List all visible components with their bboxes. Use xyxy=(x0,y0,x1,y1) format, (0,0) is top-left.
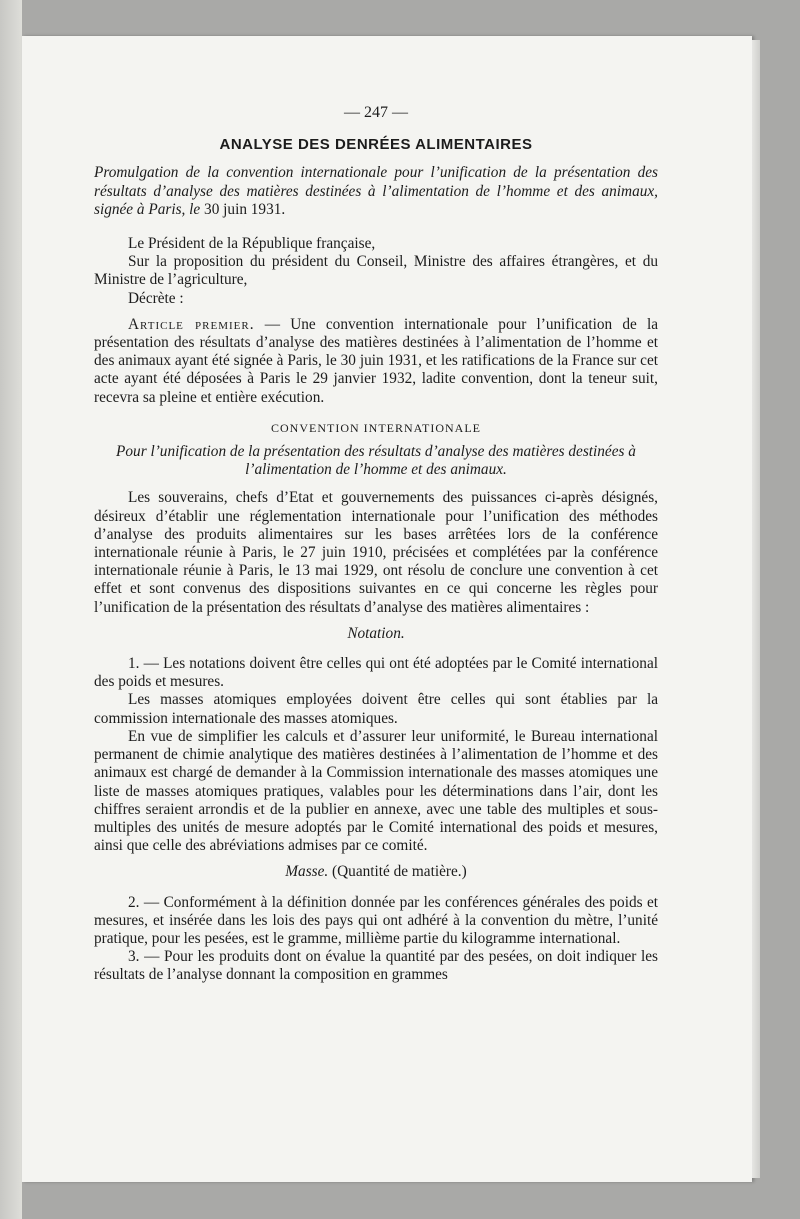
article-label: Article premier. xyxy=(128,315,255,333)
article-text: — Une convention internationale pour l’unification de la présentation des résultats d’analyse des matières destinées à l’alimentation de l’homme et des animaux ayant été signée à Paris, le 30 juin 1931, et les ratifications de la France sur cet acte ayant été déposées à Paris le 29 janvier 1932, ladite convention, dont la teneur suit, recevra sa pleine et entière exécution. xyxy=(94,315,658,406)
notation-paragraph-1: 1. — Les notations doivent être celles qui ont été adoptées par le Comité international des poids et mesures. xyxy=(94,655,658,691)
decree-subtitle xyxy=(94,164,658,219)
preamble-proposal: Sur la proposition du président du Conseil, Ministre des affaires étrangères, et du Ministre de l’agriculture, xyxy=(94,253,658,289)
article-premier xyxy=(94,316,658,407)
convention-subheading: Pour l’unification de la présentation des résultats d’analyse des matières destinées à l’alimentation de l’homme et des animaux. xyxy=(116,443,636,479)
page-content xyxy=(94,68,658,985)
page-title: ANALYSE DES DENRÉES ALIMENTAIRES xyxy=(219,136,533,154)
scan-left-margin xyxy=(0,0,22,1219)
section-notation-heading xyxy=(94,625,658,643)
page-edge xyxy=(752,40,760,1178)
notation-heading-text: Notation. xyxy=(347,624,405,642)
notation-paragraph-3: En vue de simplifier les calculs et d’assurer leur uniformité, le Bureau international permanent de chimie analytique des matières destinées à l’alimentation de l’homme et des animaux est chargé de demander à la Commission internationale des masses atomiques une liste de masses atomiques pratiques, valables pour les déterminations dans l’air, dont les chiffres seraient arrondis et de la publier en annexe, avec une table des multiples et sous-multiples des unités de mesure adoptés par le Comité international des poids et mesures, ainsi que celle des abréviations admises par ce comité. xyxy=(94,727,658,855)
section-masse-heading xyxy=(94,863,658,881)
subtitle-text: Promulgation de la convention internationale pour l’unification de la présentation des résultats d’analyse des matières destinées à l’alimentation de l’homme et des animaux, signée à Paris, le xyxy=(94,164,658,218)
subtitle-date: 30 juin 1931. xyxy=(204,200,286,218)
masse-heading-italic: Masse. xyxy=(285,863,329,881)
convention-heading: CONVENTION INTERNATIONALE xyxy=(271,420,481,435)
masse-heading-rest: (Quantité de matière.) xyxy=(328,863,467,881)
preamble-president: Le Président de la République française, xyxy=(128,235,376,253)
notation-paragraph-2: Les masses atomiques employées doivent être celles qui sont établies par la commission internationale des masses atomiques. xyxy=(94,691,658,727)
convention-intro: Les souverains, chefs d’Etat et gouvernements des puissances ci-après désignés, désireux d’établir une réglementation internationale pour l’unification des méthodes d’analyse des produits alimentaires sur les bases arrêtées lors de la conférence internationale réunie à Paris, le 27 juin 1910, précisées et complétées par la conférence internationale réunie à Paris, le 13 mai 1929, ont résolu de conclure une convention à cet effet et sont convenus des dispositions suivantes en ce qui concerne les règles pour l’unification de la présentation des résultats d’analyse des matières alimentaires : xyxy=(94,489,658,616)
page-number: — 247 — xyxy=(344,104,408,121)
masse-paragraph-2: 2. — Conformément à la définition donnée par les conférences générales des poids et mesures, et insérée dans les lois des pays qui ont adhéré à la convention du mètre, l’unité pratique, pour les pesées, est le gramme, millième partie du kilogramme international. xyxy=(94,893,658,947)
masse-paragraph-3: 3. — Pour les produits dont on évalue la quantité par des pesées, on doit indiquer les résultats de l’analyse donnant la composition en grammes xyxy=(94,948,658,984)
preamble-decree: Décrète : xyxy=(128,289,184,307)
